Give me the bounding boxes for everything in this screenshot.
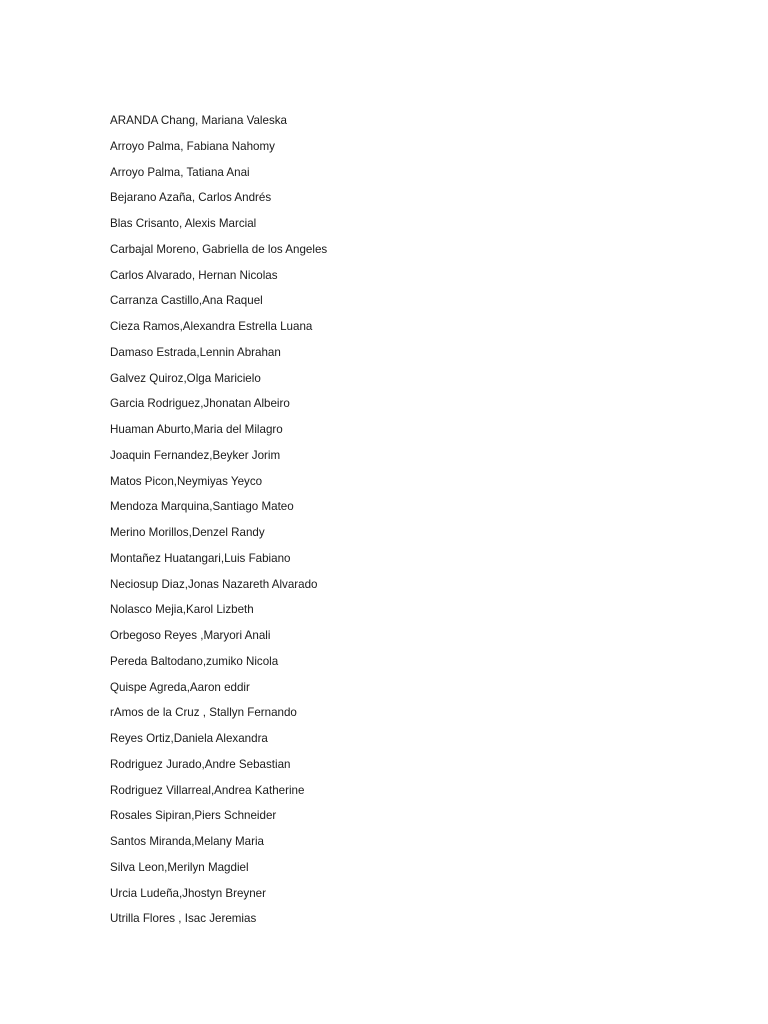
name-entry: Montañez Huatangari,Luis Fabiano [110, 551, 291, 565]
name-entry: rAmos de la Cruz , Stallyn Fernando [110, 706, 297, 720]
name-entry: Rodriguez Villarreal,Andrea Katherine [110, 783, 305, 797]
name-entry: Arroyo Palma, Tatiana Anai [110, 165, 250, 179]
name-entry: Blas Crisanto, Alexis Marcial [110, 217, 257, 230]
name-entry: Damaso Estrada,Lennin Abrahan [110, 345, 281, 359]
name-entry: Merino Morillos,Denzel Randy [110, 526, 265, 539]
name-entry: Carbajal Moreno, Gabriella de los Angeles [110, 242, 328, 256]
name-entry: Arroyo Palma, Fabiana Nahomy [110, 139, 275, 153]
student-name-list [110, 111, 327, 935]
name-entry: Galvez Quiroz,Olga Maricielo [110, 371, 261, 385]
name-entry: Silva Leon,Merilyn Magdiel [110, 860, 249, 874]
name-entry: Urcia Ludeña,Jhostyn Breyner [110, 886, 266, 900]
name-entry: Bejarano Azaña, Carlos Andrés [110, 191, 272, 205]
name-entry: Huaman Aburto,Maria del Milagro [110, 423, 283, 436]
name-entry: ARANDA Chang, Mariana Valeska [110, 114, 287, 127]
name-entry: Carranza Castillo,Ana Raquel [110, 294, 263, 308]
name-entry: Garcia Rodriguez,Jhonatan Albeiro [110, 397, 290, 411]
name-entry: Santos Miranda,Melany Maria [110, 835, 265, 848]
name-entry: Orbegoso Reyes ,Maryori Anali [110, 629, 271, 642]
name-entry: Neciosup Diaz,Jonas Nazareth Alvarado [110, 577, 318, 591]
name-entry: Carlos Alvarado, Hernan Nicolas [110, 268, 278, 282]
name-entry: Quispe Agreda,Aaron eddir [110, 680, 250, 694]
name-entry: Utrilla Flores , Isac Jeremias [110, 912, 257, 926]
name-entry: Joaquin Fernandez,Beyker Jorim [110, 448, 281, 462]
name-entry: Pereda Baltodano,zumiko Nicola [110, 654, 279, 668]
name-entry: Reyes Ortiz,Daniela Alexandra [110, 732, 268, 745]
name-entry: Nolasco Mejia,Karol Lizbeth [110, 603, 254, 617]
name-entry: Matos Picon,Neymiyas Yeyco [110, 474, 263, 488]
name-entry: Rosales Sipiran,Piers Schneider [110, 809, 277, 823]
name-entry: Cieza Ramos,Alexandra Estrella Luana [110, 320, 313, 333]
name-entry: Mendoza Marquina,Santiago Mateo [110, 500, 294, 514]
name-entry: Rodriguez Jurado,Andre Sebastian [110, 757, 291, 771]
